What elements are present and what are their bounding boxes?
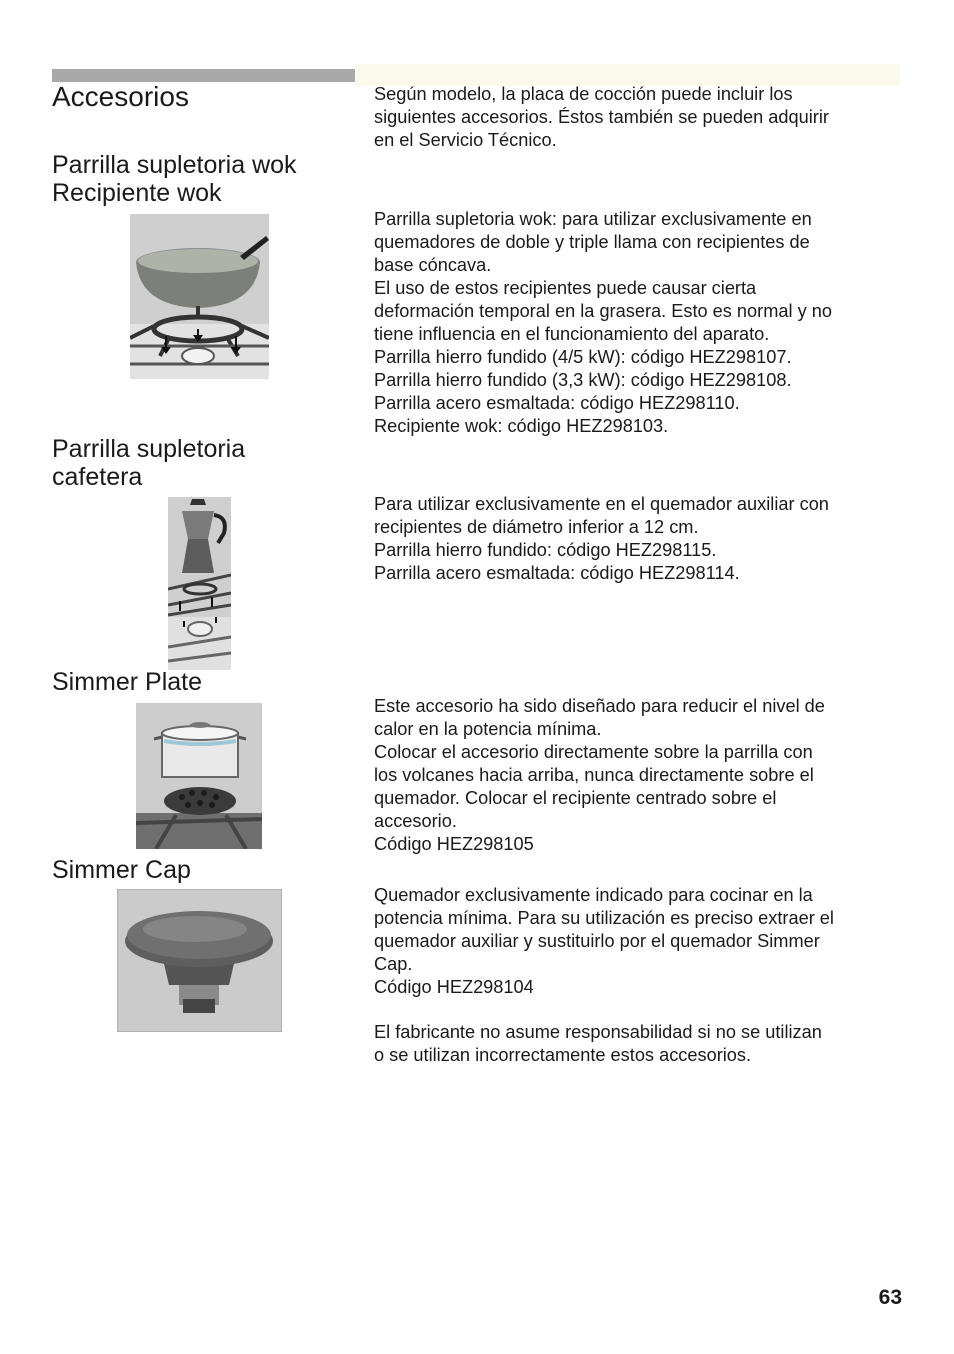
cafetera-heading: Parrilla supletoria cafetera xyxy=(52,435,246,491)
intro-text: Según modelo, la placa de cocción puede incluir los siguientes accesorios. Éstos también se pueden adquirir en el Servicio Técnico. xyxy=(374,84,829,150)
cafetera-illustration xyxy=(168,497,231,670)
page-title: Accesorios xyxy=(52,81,189,112)
simmer-plate-figure xyxy=(136,703,262,849)
simmer-plate-illustration xyxy=(136,703,262,849)
disclaimer-text: El fabricante no asume responsabilidad si no se utilizan o se utilizan incorrectamente estos accesorios. xyxy=(374,1022,822,1065)
simmer-plate-description: Este accesorio ha sido diseñado para reducir el nivel de calor en la potencia mínima. Colocar el accesorio directamente sobre la parrilla con los volcanes hacia arriba, nunca directamente sobre el quemador. Colocar el recipiente centrado sobre el accesorio. Código HEZ298105 xyxy=(374,696,825,854)
page-number: 63 xyxy=(878,1286,902,1309)
simmer-cap-description: Quemador exclusivamente indicado para cocinar en la potencia mínima. Para su utilización es preciso extraer el quemador auxiliar y sustituirlo por el quemador Simmer Cap. Código HEZ298104 xyxy=(374,885,834,997)
wok-illustration xyxy=(130,214,269,379)
simmer-cap-figure xyxy=(117,889,282,1032)
wok-heading: Parrilla supletoria wok Recipiente wok xyxy=(52,151,297,207)
cafetera-figure xyxy=(168,497,231,670)
wok-figure xyxy=(130,214,269,379)
simmer-cap-heading: Simmer Cap xyxy=(52,856,191,884)
simmer-plate-heading: Simmer Plate xyxy=(52,668,203,696)
wok-description: Parrilla supletoria wok: para utilizar exclusivamente en quemadores de doble y triple llama con recipientes de base cóncava. El uso de estos recipientes puede causar cierta deformación temporal en la grasera. Esto es normal y no tiene influencia en el funcionamiento del aparato. Parrilla hierro fundido (4/5 kW): código HEZ298107. Parrilla hierro fundido (3,3 kW): código HEZ298108. Parrilla acero esmaltada: código HEZ298110. Recipiente wok: código HEZ298103. xyxy=(374,209,832,436)
cafetera-description: Para utilizar exclusivamente en el quemador auxiliar con recipientes de diámetro inferior a 12 cm. Parrilla hierro fundido: código HEZ298115. Parrilla acero esmaltada: código HEZ298114. xyxy=(374,494,829,583)
simmer-cap-illustration xyxy=(117,889,282,1032)
